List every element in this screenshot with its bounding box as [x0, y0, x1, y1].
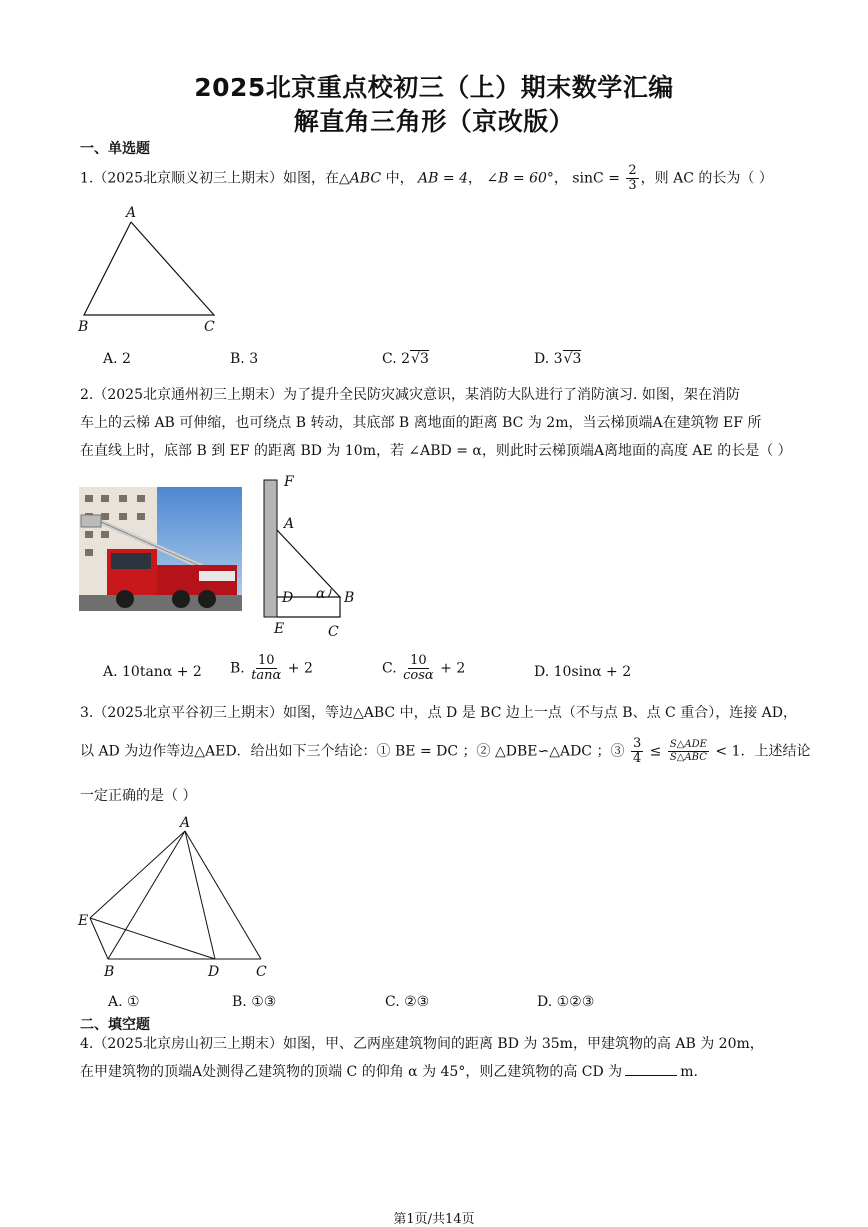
fraction-two-thirds: $\frac{2}{3}$ — [628, 163, 637, 193]
label-B: B — [78, 319, 89, 335]
question-4-line-2: 在甲建筑物的顶端A处测得乙建筑物的顶端 C 的仰角 α 为 45°，则乙建筑物的高 CD 为 m. — [80, 1064, 698, 1080]
question-2-line-1: 2.（2025北京通州初三上期末）为了提升全民防灾减灾意识，某消防大队进行了消防演习. 如图，架在消防 — [80, 387, 740, 403]
q3-option-c: C. ②③ — [385, 994, 430, 1010]
fire-truck-photo — [79, 487, 242, 611]
label-E: E — [78, 913, 89, 929]
figure-ladder — [258, 470, 368, 642]
figure-equilateral-triangles — [74, 813, 274, 983]
label-C: C — [204, 319, 215, 335]
figure-triangle-abc — [76, 200, 226, 335]
label-A: A — [126, 205, 137, 221]
q2-option-d: D. 10sinα + 2 — [534, 664, 632, 680]
question-2-line-2: 车上的云梯 AB 可伸缩，也可绕点 B 转动，其底部 B 离地面的距离 BC 为 2m，当云梯顶端A在建筑物 EF 所 — [80, 415, 762, 431]
page-number: 第1页/共14页 — [393, 1212, 475, 1227]
label-C: C — [328, 624, 339, 640]
question-4-line-1: 4.（2025北京房山初三上期末）如图，甲、乙两座建筑物间的距离 BD 为 35m，甲建筑物的高 AB 为 20m， — [80, 1036, 764, 1052]
question-3-line-1: 3.（2025北京平谷初三上期末）如图，等边△ABC 中，点 D 是 BC 边上一点（不与点 B、点 C 重合），连接 AD， — [80, 705, 797, 721]
label-A: A — [284, 516, 295, 532]
q1-option-d: D. 3√3 — [534, 351, 582, 367]
label-alpha: α — [316, 586, 326, 602]
section-fill-in: 二、填空题 — [80, 1017, 150, 1033]
q3-option-d: D. ①②③ — [537, 994, 595, 1010]
fraction-area-ratio: $\frac{\text{S△ADE}}{\text{S△ABC}}$ — [669, 739, 707, 763]
label-D: D — [208, 964, 220, 980]
label-C: C — [256, 964, 267, 980]
q1-option-a: A. 2 — [103, 351, 131, 367]
q1-option-c: C. 2√3 — [382, 351, 429, 367]
question-3-line-2: 以 AD 为边作等边△AED．给出如下三个结论：① BE = DC ；② △DBE∽△ADC ；③ $\frac{3}{4}$ ≤ $\frac{\text{S△ADE}}{\text{S△ABC}}$ < 1．上述结论 — [80, 736, 811, 766]
q2-option-c: C. $\frac{10}{\cos\alpha}$ + 2 — [382, 653, 466, 683]
answer-blank[interactable] — [625, 1075, 677, 1076]
label-A: A — [180, 815, 191, 831]
label-F: F — [284, 474, 294, 490]
section-single-choice: 一、单选题 — [80, 141, 150, 157]
q2-option-a: A. 10tanα + 2 — [103, 664, 202, 680]
page-subtitle: 解直角三角形（京改版） — [293, 107, 575, 136]
label-B: B — [104, 964, 115, 980]
question-2-line-3: 在直线上时，底部 B 到 EF 的距离 BD 为 10m，若 ∠ABD = α，则此时云梯顶端A离地面的高度 AE 的长是（ ） — [80, 443, 792, 459]
question-1-stem: 1.（2025北京顺义初三上期末）如图，在△ABC 中， AB = 4， ∠B = 60°， sinC = $\frac{2}{3}$ ，则 AC 的长为（ ） — [80, 163, 773, 193]
label-B: B — [344, 590, 355, 606]
q3-option-b: B. ①③ — [232, 994, 277, 1010]
label-E: E — [274, 621, 285, 637]
label-D: D — [282, 590, 294, 606]
question-3-line-3: 一定正确的是（ ） — [80, 788, 197, 804]
q2-option-b: B. $\frac{10}{\tan\alpha}$ + 2 — [230, 653, 313, 683]
q1-option-b: B. 3 — [230, 351, 259, 367]
fraction-three-quarters: $\frac{3}{4}$ — [632, 736, 642, 766]
q3-option-a: A. ① — [108, 994, 140, 1010]
page-title: 2025北京重点校初三（上）期末数学汇编 — [194, 73, 674, 102]
